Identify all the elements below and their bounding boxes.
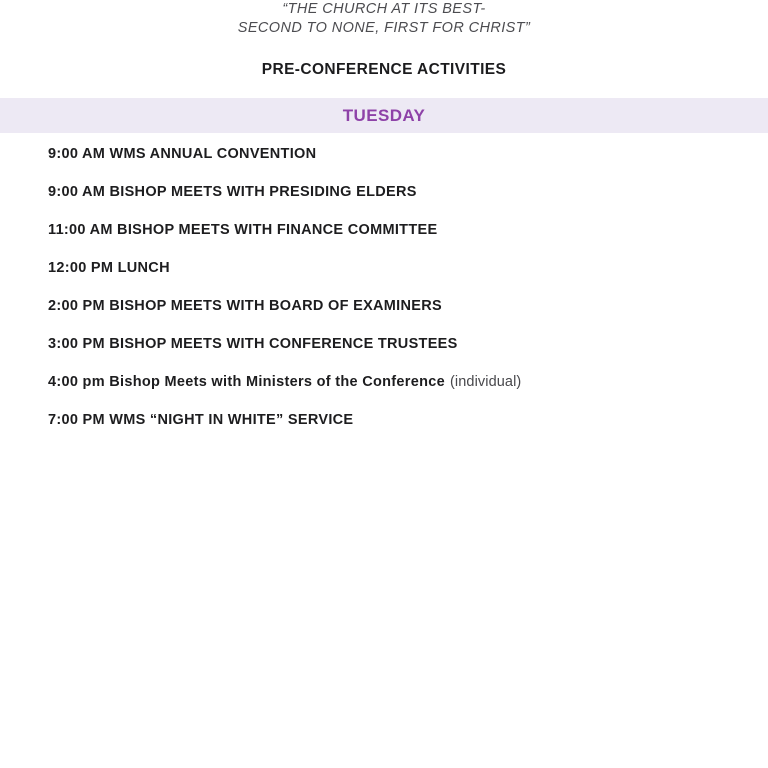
- schedule-item-text: 9:00 AM BISHOP MEETS WITH PRESIDING ELDERS: [48, 184, 417, 200]
- quote-line-1: “THE CHURCH AT ITS BEST-: [282, 1, 486, 17]
- schedule-item: [48, 375, 748, 390]
- schedule-list: [48, 147, 748, 428]
- schedule-item-text: 2:00 PM BISHOP MEETS WITH BOARD OF EXAMINERS: [48, 298, 443, 314]
- schedule-item-text: 11:00 AM BISHOP MEETS WITH FINANCE COMMITTEE: [48, 222, 438, 238]
- schedule-item: [48, 261, 748, 276]
- page-title: PRE-CONFERENCE ACTIVITIES: [261, 61, 507, 78]
- church-motto-quote: [0, 0, 768, 38]
- schedule-item: [48, 223, 748, 238]
- day-banner-label: TUESDAY: [342, 105, 426, 125]
- schedule-item: [48, 299, 748, 314]
- schedule-item-suffix: (individual): [450, 374, 522, 390]
- day-banner: [0, 98, 768, 133]
- schedule-item-text: 9:00 AM WMS ANNUAL CONVENTION: [48, 146, 317, 162]
- schedule-item-text: 12:00 PM LUNCH: [48, 260, 170, 276]
- quote-line-2: SECOND TO NONE, FIRST FOR CHRIST”: [237, 20, 531, 36]
- schedule-item-text: 7:00 PM WMS “NIGHT IN WHITE” SERVICE: [48, 412, 354, 428]
- schedule-item-text: 4:00 pm Bishop Meets with Ministers of the Conference: [48, 374, 445, 390]
- schedule-item: [48, 337, 748, 352]
- schedule-item: [48, 413, 748, 428]
- schedule-item: [48, 185, 748, 200]
- schedule-item-text: 3:00 PM BISHOP MEETS WITH CONFERENCE TRUSTEES: [48, 336, 458, 352]
- schedule-item: [48, 147, 748, 162]
